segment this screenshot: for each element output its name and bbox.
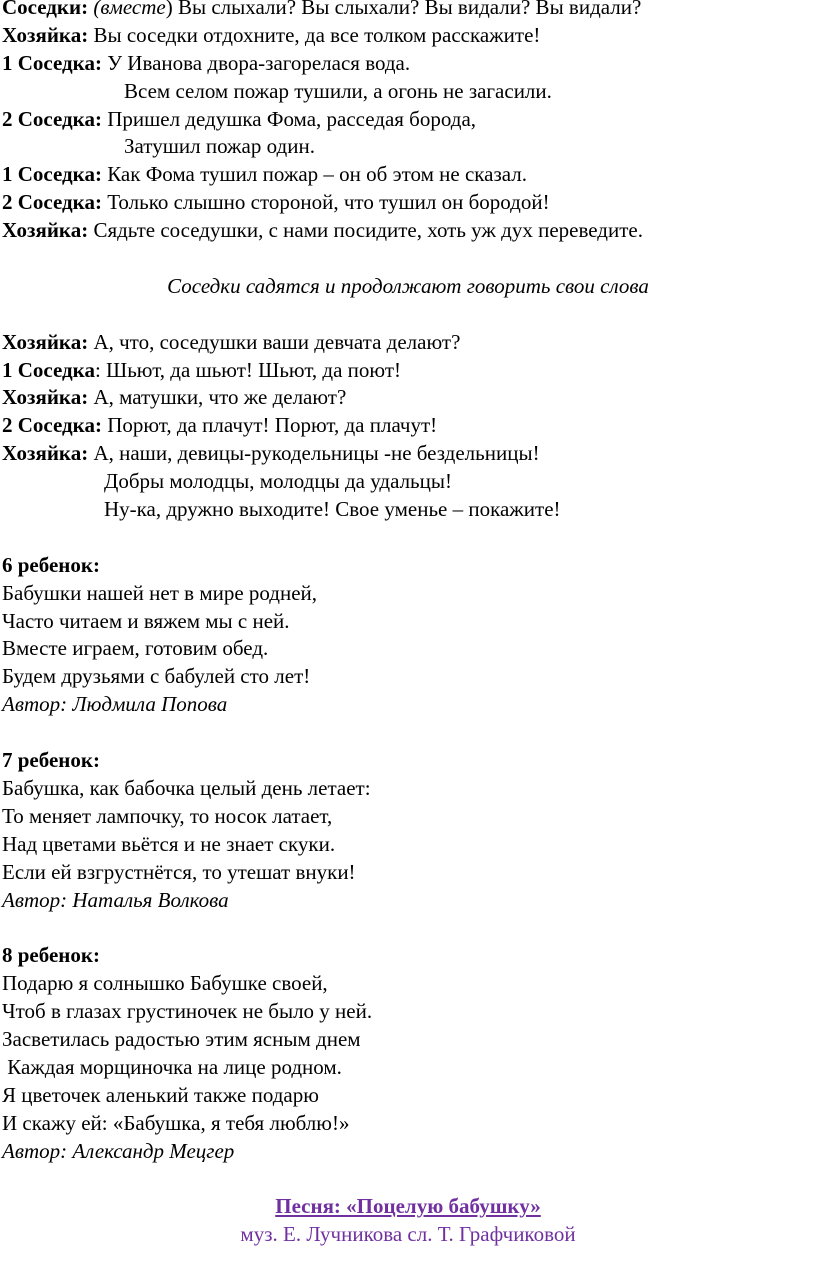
poem-heading: 6 ребенок: <box>2 552 100 577</box>
song-credit: муз. Е. Лучникова сл. Т. Графчиковой <box>240 1222 576 1247</box>
poem-line: Вместе играем, готовим обед. <box>2 636 269 661</box>
poem-heading: 7 ребенок: <box>2 748 100 773</box>
speaker-name: Хозяйка: <box>2 22 89 47</box>
dialogue-line <box>2 357 814 385</box>
dialogue-text: Вы соседки отдохните, да все толком расскажите! <box>88 22 541 47</box>
dialogue-text: А, что, соседушки ваши девчата делают? <box>88 329 461 354</box>
dialogue-continuation: Ну-ка, дружно выходите! Свое уменье – покажите! <box>104 497 561 522</box>
poem-line: Будем друзьями с бабулей сто лет! <box>2 664 311 689</box>
speaker-name: Хозяйка: <box>2 329 89 354</box>
poem-line: Часто читаем и вяжем мы с ней. <box>2 608 290 633</box>
poem-line: Бабушка, как бабочка целый день летает: <box>2 775 371 800</box>
dialogue-text: ) Вы слыхали? Вы слыхали? Вы видали? Вы видали? <box>165 0 642 19</box>
poem-author: Автор: Наталья Волкова <box>2 887 229 912</box>
song-title: Песня: «Поцелую бабушку» <box>275 1194 541 1219</box>
spacer <box>2 245 814 273</box>
dialogue-continuation: Всем селом пожар тушили, а огонь не загасили. <box>124 78 552 103</box>
speaker-name: Хозяйка: <box>2 441 89 466</box>
spacer <box>2 1165 814 1193</box>
poem-line: Я цветочек аленький также подарю <box>2 1082 319 1107</box>
speaker-name: 2 Соседка: <box>2 106 102 131</box>
dialogue-line <box>2 50 814 78</box>
dialogue-line <box>2 217 814 245</box>
speaker-name: Соседки: <box>2 0 89 19</box>
dialogue-line <box>2 189 814 217</box>
spacer <box>2 914 814 942</box>
speaker-name: Хозяйка: <box>2 385 89 410</box>
spacer <box>2 719 814 747</box>
poem-heading: 8 ребенок: <box>2 943 100 968</box>
speaker-name: 1 Соседка <box>2 357 95 382</box>
dialogue-text: Порют, да плачут! Порют, да плачут! <box>101 413 438 438</box>
poem-line: Засветилась радостью этим ясным днем <box>2 1026 361 1051</box>
poem-line: Над цветами вьётся и не знает скуки. <box>2 831 336 856</box>
document-page <box>2 0 814 1249</box>
dialogue-line <box>2 440 814 468</box>
speaker-name: 2 Соседка: <box>2 413 102 438</box>
dialogue-line <box>2 0 814 22</box>
poem-author: Автор: Людмила Попова <box>2 692 228 717</box>
dialogue-text: А, матушки, что же делают? <box>88 385 347 410</box>
poem-author: Автор: Александр Мецгер <box>2 1138 235 1163</box>
dialogue-text: А, наши, девицы-рукодельницы -не бездельницы! <box>88 441 540 466</box>
poem-line: Каждая морщиночка на лице родном. <box>2 1054 342 1079</box>
dialogue-line <box>2 161 814 189</box>
poem-line: Чтоб в глазах грустиночек не было у ней. <box>2 999 373 1024</box>
spacer <box>2 524 814 552</box>
dialogue-text: : Шьют, да шьют! Шьют, да поют! <box>94 357 401 382</box>
poem-line: Бабушки нашей нет в мире родней, <box>2 580 318 605</box>
speaker-name: 1 Соседка: <box>2 162 102 187</box>
dialogue-continuation: Добры молодцы, молодцы да удальцы! <box>104 469 452 494</box>
speaker-name: Хозяйка: <box>2 218 89 243</box>
dialogue-text: У Иванова двора-загорелася вода. <box>101 50 411 75</box>
stage-direction-inline: (вместе <box>93 0 166 19</box>
stage-direction: Соседки садятся и продолжают говорить свои слова <box>167 273 649 298</box>
dialogue-line <box>2 384 814 412</box>
poem-line: И скажу ей: «Бабушка, я тебя люблю!» <box>2 1110 350 1135</box>
dialogue-line <box>2 412 814 440</box>
poem-line: Если ей взгрустнётся, то утешат внуки! <box>2 859 356 884</box>
dialogue-text: Сядьте соседушки, с нами посидите, хоть уж дух переведите. <box>88 218 643 243</box>
dialogue-text: Как Фома тушил пожар – он об этом не сказал. <box>101 162 528 187</box>
dialogue-continuation: Затушил пожар один. <box>124 134 315 159</box>
dialogue-line <box>2 106 814 134</box>
poem-line: То меняет лампочку, то носок латает, <box>2 803 333 828</box>
speaker-name: 1 Соседка: <box>2 50 102 75</box>
dialogue-text: Пришел дедушка Фома, расседая борода, <box>101 106 477 131</box>
poem-line: Подарю я солнышко Бабушке своей, <box>2 971 328 996</box>
dialogue-text: Только слышно стороной, что тушил он бородой! <box>101 190 550 215</box>
spacer <box>2 301 814 329</box>
speaker-name: 2 Соседка: <box>2 190 102 215</box>
dialogue-line <box>2 22 814 50</box>
dialogue-line <box>2 329 814 357</box>
